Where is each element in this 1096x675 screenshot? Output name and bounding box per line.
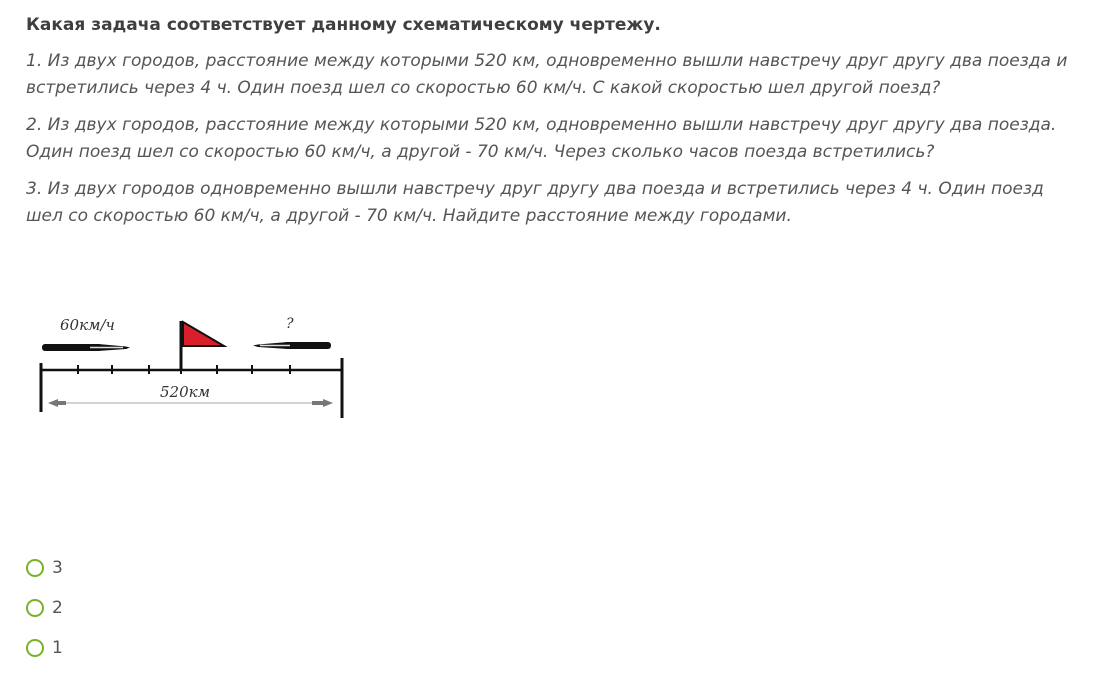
- problem-3: 3. Из двух городов одновременно вышли навстречу друг другу два поезда и встретились через 4 ч. Один поезд шел со скоростью 60 км/ч, а другой - 70 км/ч. Найдите расстояние между городами.: [26, 179, 1044, 226]
- left-speed-label: 60км/ч: [60, 316, 115, 334]
- answer-options: [26, 555, 63, 675]
- radio-button[interactable]: [26, 599, 44, 617]
- answer-option-label: 2: [52, 598, 63, 618]
- meeting-flag-icon: [181, 321, 224, 370]
- schematic-diagram: [28, 308, 358, 428]
- radio-button[interactable]: [26, 559, 44, 577]
- distance-label: 520км: [160, 383, 211, 401]
- answer-option-2[interactable]: [26, 595, 63, 621]
- radio-button[interactable]: [26, 639, 44, 657]
- right-speed-label: ?: [286, 316, 294, 332]
- answer-option-1[interactable]: [26, 635, 63, 661]
- answer-option-3[interactable]: [26, 555, 63, 581]
- right-train-arrow: [253, 342, 331, 349]
- answer-option-label: 3: [52, 558, 63, 578]
- left-train-arrow: [42, 344, 130, 351]
- problem-2: 2. Из двух городов, расстояние между которыми 520 км, одновременно вышли навстречу друг другу два поезда. Один поезд шел со скоростью 60 км/ч, а другой - 70 км/ч. Через сколько часов поезда встретились?: [26, 115, 1057, 162]
- question-block: [26, 12, 1086, 240]
- question-title: Какая задача соответствует данному схематическому чертежу.: [26, 15, 661, 35]
- answer-option-label: 1: [52, 638, 63, 658]
- problem-1: 1. Из двух городов, расстояние между которыми 520 км, одновременно вышли навстречу друг другу два поезда и встретились через 4 ч. Один поезд шел со скоростью 60 км/ч. С какой скоростью шел другой поезд?: [26, 51, 1068, 98]
